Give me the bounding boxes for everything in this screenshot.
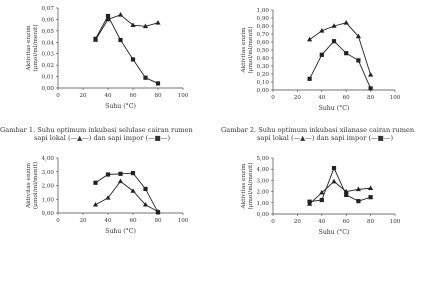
y-axis-label: Aktivitas enzim	[26, 25, 32, 71]
y-tick-label: 0,00	[41, 211, 54, 217]
square-marker	[131, 171, 135, 175]
x-tick-label: 0	[56, 218, 60, 224]
x-tick-label: 0	[271, 95, 275, 101]
square-marker	[118, 172, 122, 176]
y-tick-label: 4,00	[41, 156, 54, 162]
x-tick-label: 20	[79, 93, 87, 99]
chart-2	[211, 0, 421, 122]
y-tick-label: 1,00	[256, 8, 269, 14]
y-tick-label: 0,90	[256, 16, 269, 22]
y-tick-label: 0,20	[256, 72, 269, 78]
caption-1-line2: sapi lokal (—▲—) dan sapi impor (—■—)	[34, 134, 171, 143]
square-marker	[332, 166, 336, 170]
x-tick-label: 40	[104, 93, 112, 99]
triangle-marker	[130, 22, 135, 27]
x-tick-label: 100	[177, 93, 189, 99]
caption-1-line1: Gambar 1. Suhu optimum inkubasi selulase cairan rumen	[0, 126, 193, 134]
chart-3	[0, 148, 210, 288]
chart-1	[0, 0, 210, 122]
x-tick-label: 60	[129, 218, 137, 224]
y-tick-label: 2,00	[41, 183, 54, 190]
series-1-line	[96, 181, 159, 211]
y-axis-label: Aktivitas enzim	[241, 27, 247, 73]
triangle-marker	[130, 188, 135, 193]
y-tick-label: 4,00	[256, 167, 269, 174]
x-tick-label: 40	[318, 219, 326, 225]
square-marker	[156, 81, 160, 85]
x-axis-label: Suhu (°C)	[318, 105, 350, 112]
square-marker	[308, 200, 312, 204]
square-marker	[320, 198, 324, 202]
triangle-marker	[118, 12, 123, 17]
square-marker	[332, 39, 336, 43]
y-tick-label: 0,00	[41, 86, 54, 92]
square-marker	[143, 76, 147, 80]
square-marker	[156, 210, 160, 214]
x-tick-label: 80	[154, 218, 162, 224]
square-marker	[344, 193, 348, 197]
y-tick-label: 0,50	[256, 48, 269, 54]
x-tick-label: 80	[367, 219, 375, 225]
caption-2-line1: Gambar 2. Suhu optimum inkubasi xilanase cairan rumen	[221, 126, 415, 134]
y-tick-label: 0,07	[41, 6, 54, 12]
square-marker	[308, 77, 312, 81]
caption-1	[0, 126, 193, 143]
y-tick-label: 0,03	[41, 51, 54, 58]
y-tick-label: 0,60	[256, 40, 269, 46]
y-tick-label: 0,30	[256, 64, 269, 70]
series-2-line	[96, 16, 159, 83]
y-tick-label: 0,80	[256, 24, 269, 30]
triangle-marker	[307, 37, 312, 42]
y-tick-label: 3,00	[41, 169, 54, 176]
chart-3-svg	[0, 148, 210, 288]
square-marker	[344, 51, 348, 55]
x-tick-label: 100	[389, 95, 401, 101]
x-tick-label: 60	[342, 219, 350, 225]
x-tick-label: 20	[79, 218, 87, 224]
chart-4-svg	[211, 148, 421, 288]
x-tick-label: 0	[271, 219, 275, 225]
chart-4	[211, 148, 421, 288]
x-tick-label: 60	[129, 93, 137, 99]
square-marker	[106, 14, 110, 18]
x-tick-label: 40	[318, 95, 326, 101]
y-tick-label: 0,00	[256, 212, 269, 218]
y-tick-label: 0,05	[41, 28, 54, 35]
y-axis-unit-label: (μmol/ml/menit)	[33, 161, 39, 210]
caption-2-line2: sapi lokal (—▲—) dan sapi impor (—■—)	[257, 134, 394, 143]
x-axis-label: Suhu (°C)	[105, 228, 136, 235]
x-tick-label: 20	[293, 95, 301, 101]
triangle-marker	[368, 185, 373, 190]
y-tick-label: 0,02	[41, 63, 54, 70]
x-tick-label: 60	[342, 95, 350, 101]
x-tick-label: 40	[104, 218, 112, 224]
caption-2	[221, 126, 414, 143]
y-axis-label: Aktivitas enzim	[26, 162, 32, 209]
y-tick-label: 0,10	[256, 80, 269, 86]
y-tick-label: 0,40	[256, 56, 269, 62]
x-tick-label: 80	[154, 93, 162, 99]
y-tick-label: 0,04	[41, 40, 54, 47]
x-tick-label: 80	[367, 95, 375, 101]
square-marker	[369, 86, 373, 90]
square-marker	[356, 199, 360, 203]
chart-2-svg	[211, 0, 421, 122]
y-axis-unit-label: (μmol/ml/menit)	[33, 24, 39, 72]
series-1-line	[96, 15, 159, 40]
square-marker	[106, 172, 110, 176]
y-tick-label: 0,70	[256, 32, 269, 38]
x-tick-label: 100	[177, 218, 189, 224]
y-axis-unit-label: (μmol/ml/menit)	[248, 162, 254, 210]
x-tick-label: 20	[293, 219, 301, 225]
series-2-line	[310, 41, 371, 88]
y-tick-label: 1,00	[41, 197, 54, 204]
y-tick-label: 5,00	[256, 156, 269, 162]
square-marker	[356, 58, 360, 62]
y-axis-label: Aktivitas enzim	[241, 163, 247, 209]
square-marker	[93, 37, 97, 41]
square-marker	[118, 38, 122, 42]
x-tick-label: 100	[389, 219, 401, 225]
chart-1-svg	[0, 0, 210, 122]
triangle-marker	[155, 20, 160, 25]
square-marker	[93, 181, 97, 185]
y-axis-unit-label: (μmol/ml/menit)	[248, 26, 254, 74]
series-2-line	[310, 168, 371, 202]
triangle-marker	[331, 179, 336, 184]
triangle-marker	[344, 20, 349, 25]
triangle-marker	[368, 72, 373, 77]
x-axis-label: Suhu (°C)	[105, 103, 136, 110]
y-tick-label: 0,06	[41, 17, 54, 24]
square-marker	[369, 195, 373, 199]
y-tick-label: 2,00	[256, 189, 269, 196]
square-marker	[131, 57, 135, 61]
y-tick-label: 0,00	[256, 88, 269, 94]
x-axis-label: Suhu (°C)	[318, 229, 350, 236]
triangle-marker	[118, 179, 123, 184]
y-tick-label: 3,00	[256, 178, 269, 185]
square-marker	[320, 53, 324, 57]
y-tick-label: 1,00	[256, 200, 269, 207]
y-tick-label: 0,01	[41, 74, 54, 81]
square-marker	[143, 187, 147, 191]
x-tick-label: 0	[56, 93, 60, 99]
